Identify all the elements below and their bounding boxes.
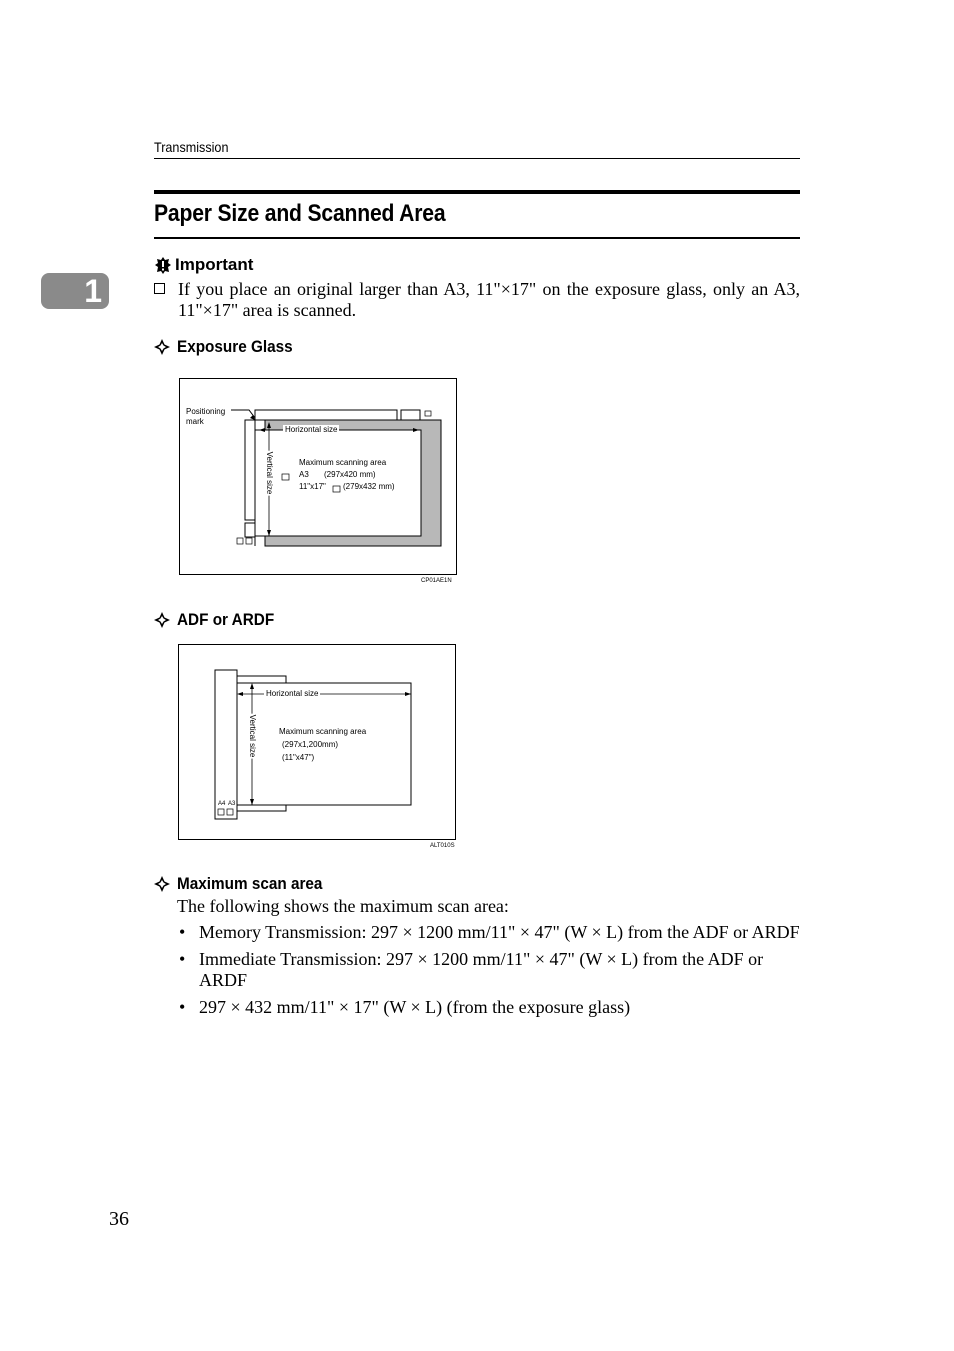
bullet-dot: •: [179, 922, 186, 942]
max-scan-heading: [154, 874, 339, 894]
adf-heading: [154, 610, 285, 630]
list-item-text: Immediate Transmission: 297 × 1200 mm/11" × 47" (W × L) from the ADF or ARDF: [199, 949, 764, 990]
diamond-bullet-icon: [154, 339, 170, 355]
max-area-ledger: 11"x17": [299, 482, 326, 491]
chapter-number: 1: [84, 273, 102, 309]
adf-heading-label: ADF or ARDF: [177, 610, 275, 629]
bullet-dot: •: [179, 997, 186, 1017]
max-area-inch: (11"x47"): [282, 753, 315, 762]
max-area-ledger-value: (279x432 mm): [343, 482, 395, 491]
max-scan-list: [177, 922, 800, 1024]
max-area-a3-value: (297x420 mm): [324, 470, 376, 479]
figure-code: CP01AE1N: [421, 578, 452, 584]
bullet-dot: •: [179, 949, 186, 969]
important-heading: [155, 255, 253, 275]
positioning-mark-label: Positioning: [186, 407, 226, 416]
note-box-icon: [154, 283, 165, 294]
max-area-label: Maximum scanning area: [299, 458, 387, 467]
title-rule-top: [154, 190, 800, 194]
diamond-bullet-icon: [154, 612, 170, 628]
list-item: [177, 949, 800, 991]
max-scan-intro: The following shows the maximum scan area:: [177, 896, 509, 916]
important-icon: [155, 257, 171, 274]
vertical-size-label: Vertical size: [265, 451, 274, 495]
max-area-label: Maximum scanning area: [279, 727, 367, 736]
horizontal-size-label: Horizontal size: [285, 425, 338, 434]
title-rule-bottom: [154, 237, 800, 239]
figure-code: ALT010S: [430, 843, 455, 849]
list-item: [177, 922, 800, 943]
list-item: [177, 997, 800, 1018]
chapter-tab: [41, 273, 109, 309]
max-area-a3: A3: [299, 470, 309, 479]
max-scan-heading-label: Maximum scan area: [177, 874, 323, 893]
exposure-glass-heading: [154, 337, 306, 357]
diamond-bullet-icon: [154, 876, 170, 892]
max-area-metric: (297x1,200mm): [282, 740, 339, 749]
running-header: Transmission: [154, 139, 229, 155]
size-a3-label: A3: [228, 801, 236, 807]
size-a4-label: A4: [218, 801, 226, 807]
list-item-text: Memory Transmission: 297 × 1200 mm/11" × 47" (W × L) from the ADF or ARDF: [199, 922, 800, 942]
horizontal-size-label: Horizontal size: [266, 689, 319, 698]
important-label: Important: [175, 255, 254, 274]
exposure-glass-figure: [179, 378, 459, 588]
vertical-size-label: Vertical size: [248, 714, 257, 758]
list-item-text: 297 × 432 mm/11" × 17" (W × L) (from the exposure glass): [199, 997, 631, 1017]
important-note-text: If you place an original larger than A3, 11"×17" on the exposure glass, only an A3, 11"×17" area is scanned.: [178, 279, 800, 320]
important-note: [154, 279, 800, 321]
page-title: Paper Size and Scanned Area: [154, 200, 446, 227]
exposure-glass-heading-label: Exposure Glass: [177, 337, 293, 356]
positioning-mark-label-2: mark: [186, 417, 204, 426]
header-rule: [154, 158, 800, 159]
adf-figure: [178, 644, 458, 854]
page-number: 36: [109, 1208, 129, 1230]
